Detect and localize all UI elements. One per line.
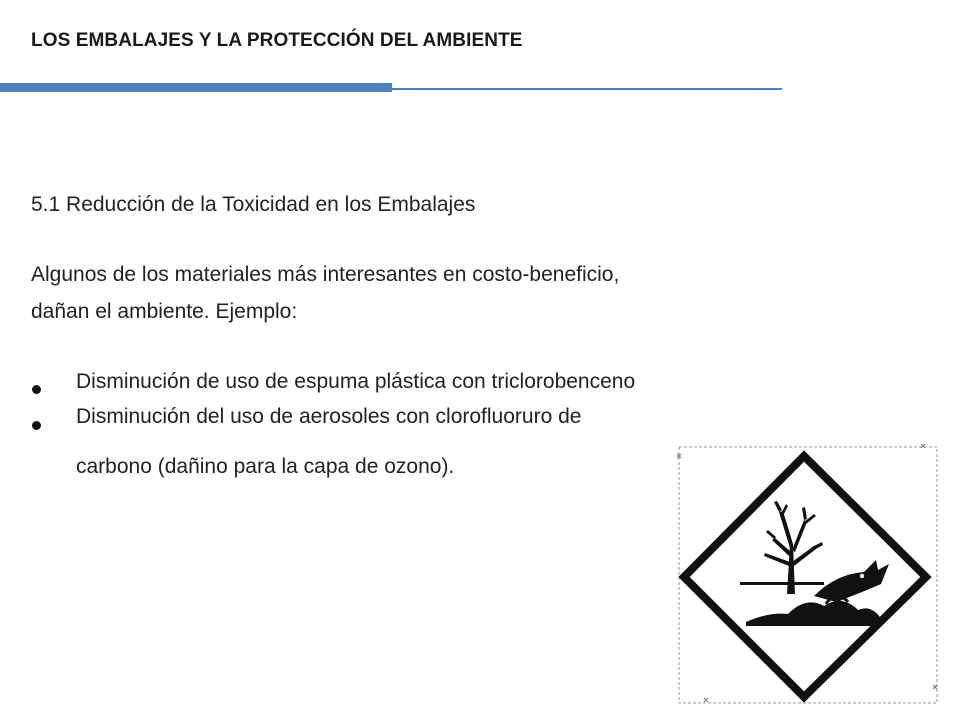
bullet-dot xyxy=(32,385,41,394)
bullet-item-1: Disminución de uso de espuma plástica con triclorobenceno xyxy=(76,370,636,393)
intro-line-1: Algunos de los materiales más interesantes en costo-beneficio, xyxy=(31,263,620,286)
title-underline-thick xyxy=(0,83,392,92)
title-underline-thin xyxy=(390,88,782,90)
bullet-dot xyxy=(32,421,41,430)
slide-title: LOS EMBALAJES Y LA PROTECCIÓN DEL AMBIENTE xyxy=(31,30,523,51)
bullet-item-2: Disminución del uso de aerosoles con clorofluoruro de xyxy=(76,405,582,428)
environmental-hazard-icon xyxy=(676,444,940,708)
bullet-item-2-continuation: carbono (dañino para la capa de ozono). xyxy=(76,455,455,478)
section-subtitle: 5.1 Reducción de la Toxicidad en los Embalajes xyxy=(31,193,476,216)
intro-line-2: dañan el ambiente. Ejemplo: xyxy=(31,300,298,323)
